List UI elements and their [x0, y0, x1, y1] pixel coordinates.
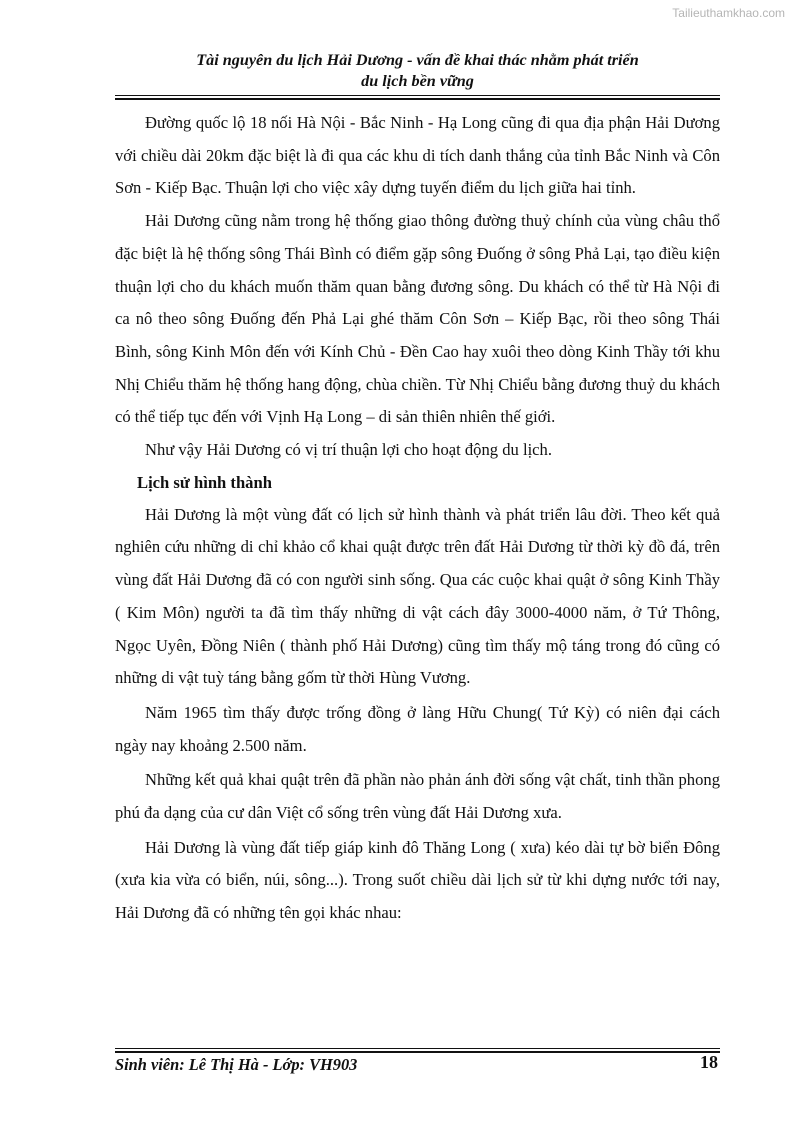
header-rule-thin: [115, 95, 720, 96]
section-heading: Lịch sử hình thành: [137, 472, 272, 492]
header-title-line1: Tài nguyên du lịch Hải Dương - vấn đề khai thác nhằm phát triển: [196, 51, 639, 69]
paragraph-conclusion: Như vậy Hải Dương có vị trí thuận lợi cho hoạt động du lịch.: [145, 440, 552, 460]
paragraph-excavation: Những kết quả khai quật trên đã phần nào phản ánh đời sống vật chất, tinh thần phong phú đa dạng của cư dân Việt cổ sống trên vùng đất Hải Dương xưa.: [115, 770, 720, 823]
header-title-line2: du lịch bền vững: [361, 72, 474, 90]
footer-rule-thick: [115, 1051, 720, 1053]
header-rule-thick: [115, 98, 720, 100]
paragraph-names: Hải Dương là vùng đất tiếp giáp kinh đô Thăng Long ( xưa) kéo dài tự bờ biển Đông (xưa kia vừa có biển, núi, sông...). Trong suốt chiều dài lịch sử từ khi dựng nước tới nay, Hải Dương đã có những tên gọi khác nhau:: [115, 837, 720, 923]
paragraph-history: Hải Dương là một vùng đất có lịch sử hình thành và phát triển lâu đời. Theo kết quả nghiên cứu những di chỉ khảo cổ khai quật được trên đất Hải Dương từ thời kỳ đồ đá, trên vùng đất Hải Dương đã có con người sinh sống. Qua các cuộc khai quật ở sông Kinh Thầy ( Kim Môn) người ta đã tìm thấy những di vật cách đây 3000-4000 năm, ở Tứ Thông, Ngọc Uyên, Đồng Niên ( thành phố Hải Dương) cũng tìm thấy mộ táng trong đó cũng có những di vật tuỳ táng bằng gốm từ thời Hùng Vương.: [115, 504, 720, 688]
watermark: Tailieuthamkhao.com: [672, 6, 785, 20]
paragraph-road: Đường quốc lộ 18 nối Hà Nội - Bắc Ninh - Hạ Long cũng đi qua địa phận Hải Dương với chiều dài 20km đặc biệt là đi qua các khu di tích danh thắng của tỉnh Bắc Ninh và Côn Sơn - Kiếp Bạc. Thuận lợi cho việc xây dựng tuyến điểm du lịch giữa hai tỉnh.: [115, 113, 720, 198]
running-header: [115, 50, 720, 92]
paragraph-waterway: Hải Dương cũng nằm trong hệ thống giao thông đường thuỷ chính của vùng châu thổ đặc biệt là hệ thống sông Thái Bình có điểm gặp sông Đuống ở sông Phả Lại, tạo điều kiện thuận lợi cho du khách muốn thăm quan bằng đương sông. Du khách có thể từ Hà Nội đi ca nô theo sông Đuống đến Phả Lại ghé thăm Côn Sơn – Kiếp Bạc, rồi theo sông Thái Bình, sông Kinh Môn đến với Kính Chủ - Đền Cao hay xuôi theo dòng Kinh Thầy tới khu Nhị Chiểu thăm hệ thống hang động, chùa chiền. Từ Nhị Chiểu bằng đương thuỷ du khách có thể tiếp tục đến với Vịnh Hạ Long – di sản thiên nhiên thế giới.: [115, 211, 720, 427]
footer-rule-thin: [115, 1048, 720, 1049]
page-body: [115, 107, 720, 930]
footer-student: Sinh viên: Lê Thị Hà - Lớp: VH903: [115, 1055, 358, 1074]
page-number: 18: [700, 1052, 718, 1072]
paragraph-bronze-drum: Năm 1965 tìm thấy được trống đồng ở làng Hữu Chung( Tứ Kỳ) có niên đại cách ngày nay khoảng 2.500 năm.: [115, 702, 720, 755]
